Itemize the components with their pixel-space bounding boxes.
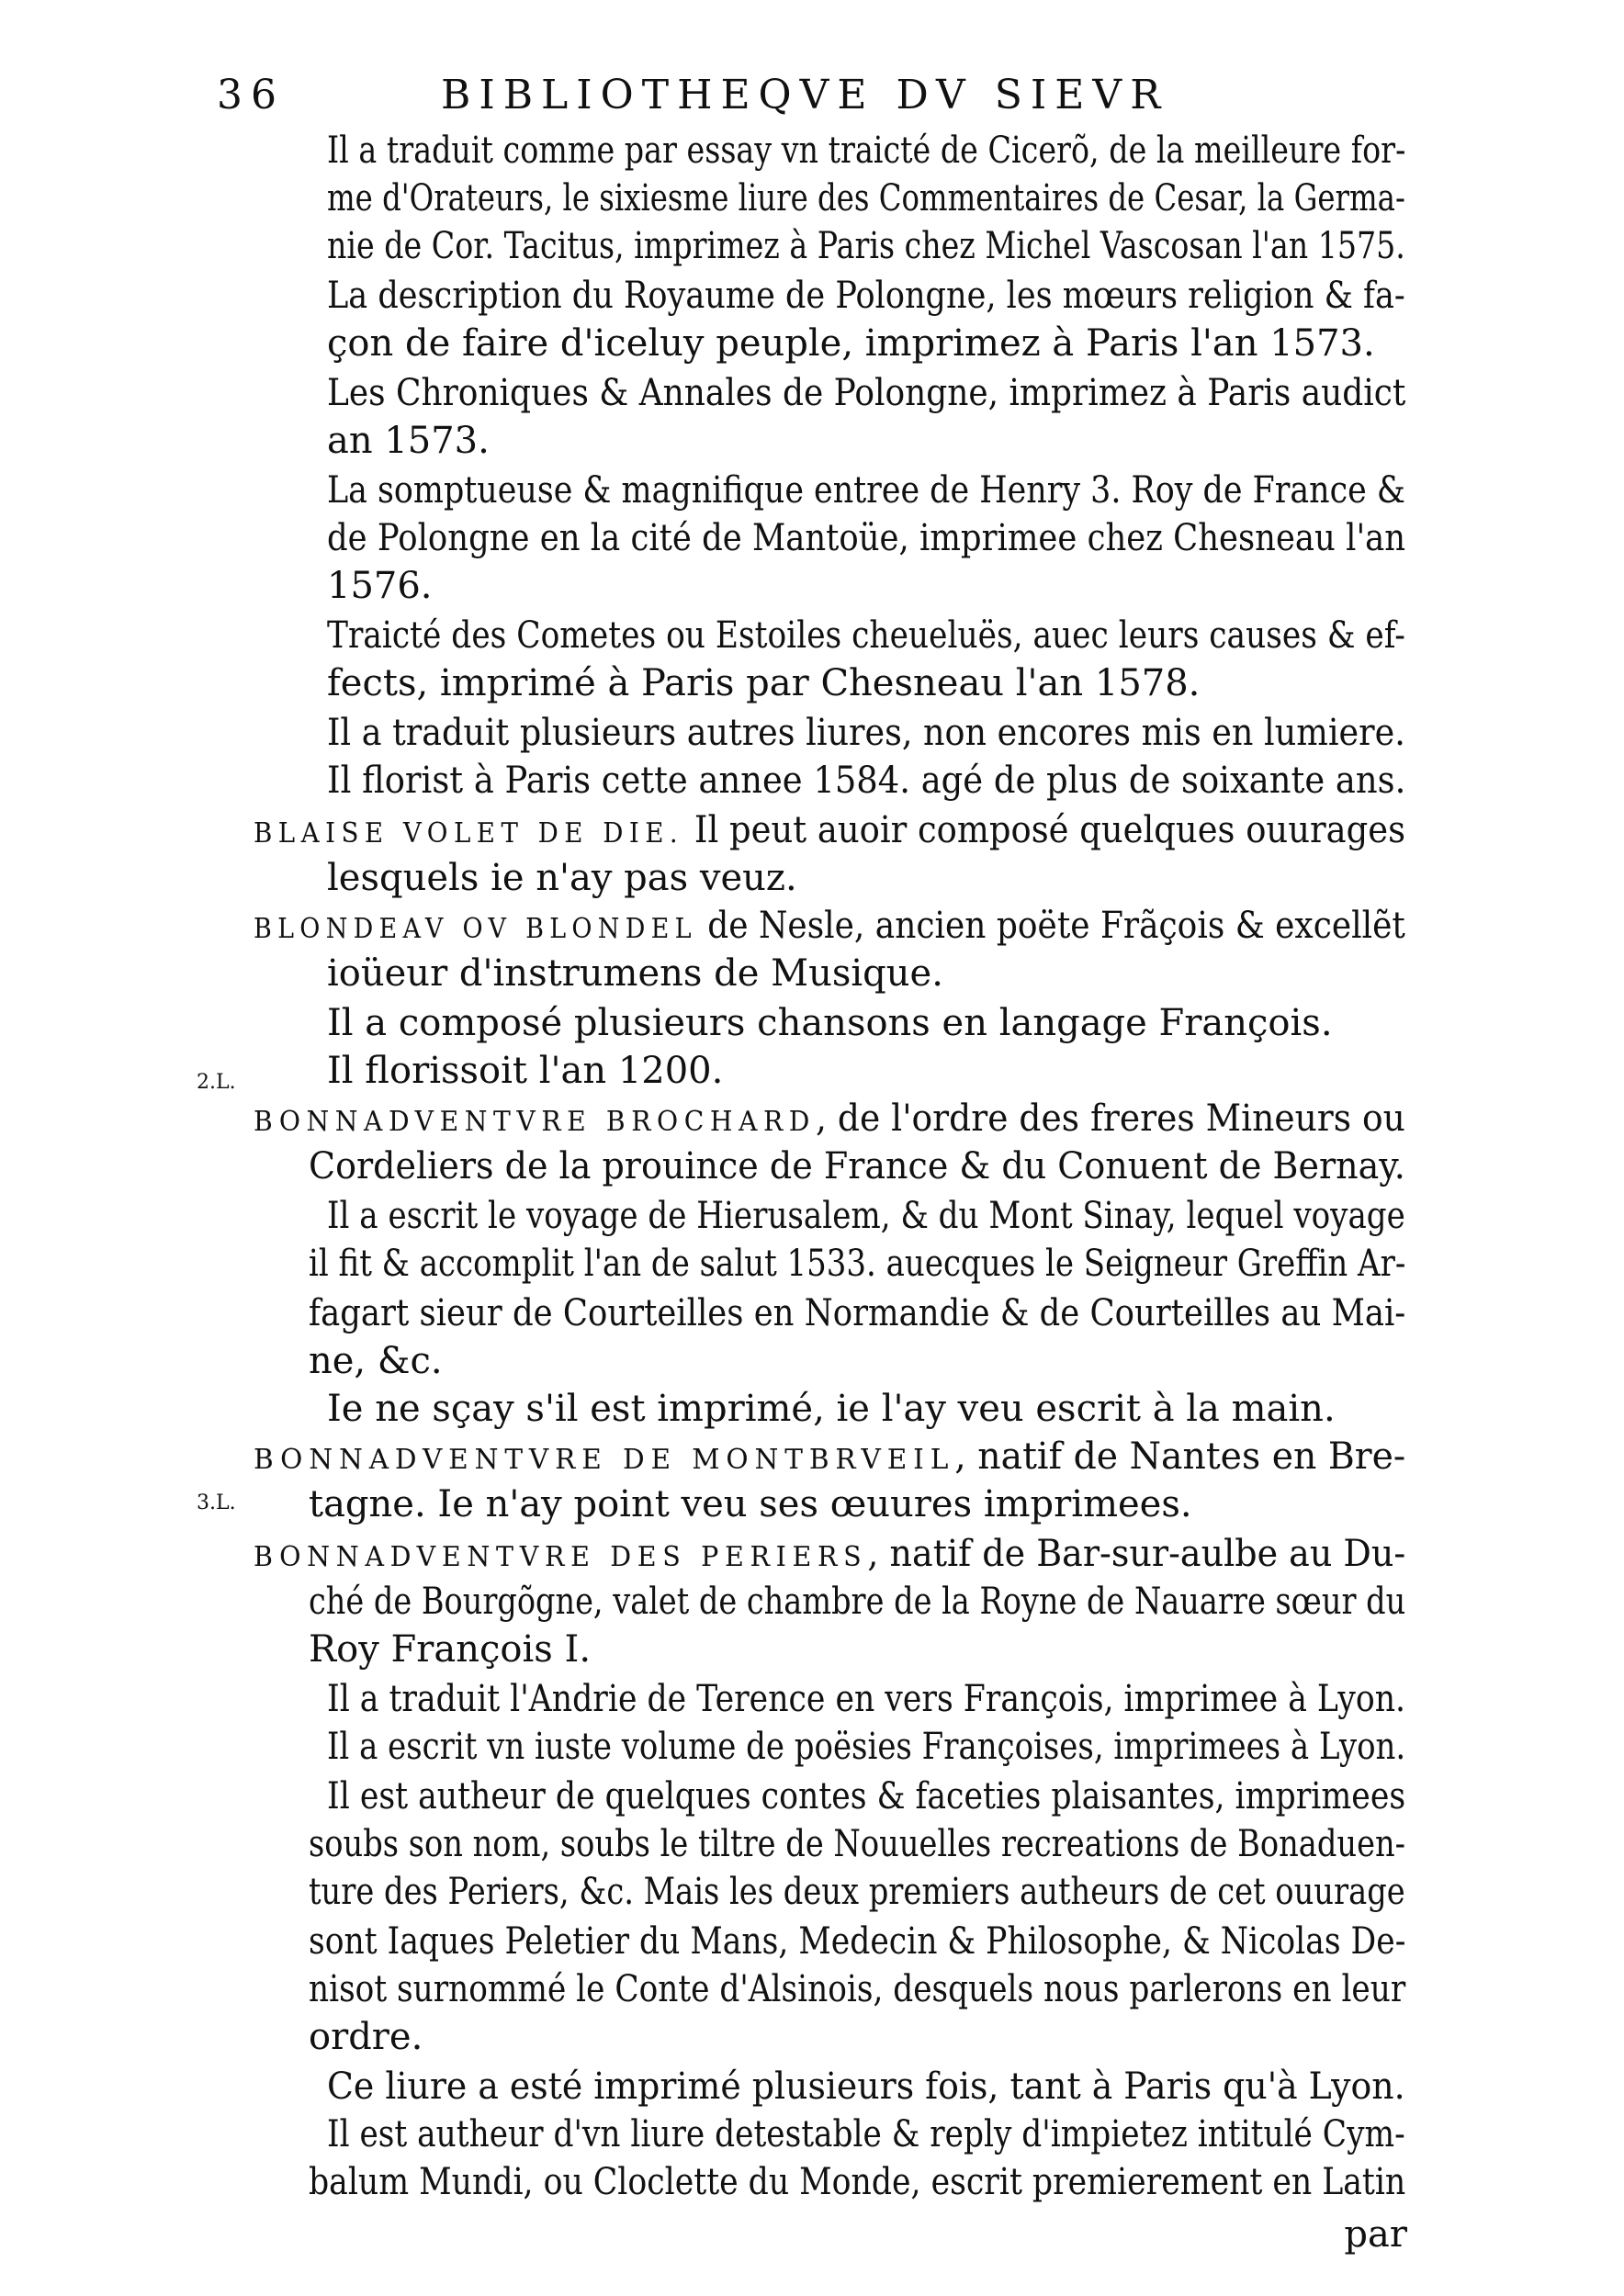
- text-line: de Polongne en la cité de Mantoüe, imprimee chez Chesneau l'an: [327, 517, 1406, 559]
- entry-line: [254, 1433, 1405, 1480]
- entry-line: [254, 902, 1405, 950]
- text-line: sont Iaques Peletier du Mans, Medecin & Philosophe, & Nicolas De-: [309, 1920, 1406, 1963]
- entry-text: , natif de Bar-sur-aulbe au Du-: [867, 1533, 1406, 1575]
- entry-text: , de l'ordre des freres Mineurs ou: [815, 1097, 1405, 1140]
- catchword: par: [1344, 2213, 1407, 2256]
- entry-text: , natif de Nantes en Bre-: [954, 1435, 1406, 1478]
- text-line: soubs son nom, soubs le tiltre de Nouuelles recreations de Bonaduen-: [309, 1823, 1406, 1865]
- entry-text: Il peut auoir composé quelques ouurages: [683, 809, 1406, 851]
- text-line: Il florist à Paris cette annee 1584. agé de plus de soixante ans.: [327, 760, 1406, 802]
- text-line: Roy François I.: [309, 1628, 592, 1671]
- text-line: nisot surnommé le Conte d'Alsinois, desquels nous parlerons en leur: [309, 1968, 1406, 2010]
- text-line: fagart sieur de Courteilles en Normandie & de Courteilles au Mai-: [309, 1292, 1406, 1334]
- text-line: Ce liure a esté imprimé plusieurs fois, tant à Paris qu'à Lyon.: [327, 2065, 1405, 2108]
- text-line: ture des Periers, &c. Mais les deux premiers autheurs de cet ouurage: [309, 1871, 1405, 1913]
- text-line: Il a composé plusieurs chansons en langage François.: [327, 1002, 1333, 1044]
- margin-note: 3.L.: [197, 1491, 236, 1514]
- entry-line: [254, 1095, 1405, 1142]
- entry-name: BLONDEAV OV BLONDEL: [254, 913, 697, 945]
- text-line: me d'Orateurs, le sixiesme liure des Commentaires de Cesar, la Germa-: [327, 177, 1405, 219]
- text-line: çon de faire d'iceluy peuple, imprimez à Paris l'an 1573.: [327, 322, 1375, 365]
- text-line: il fit & accomplit l'an de salut 1533. auecques le Seigneur Greffin Ar-: [309, 1243, 1406, 1285]
- running-title: BIBLIOTHEQVE DV SIEVR: [441, 72, 1169, 118]
- entry-name: BONNADVENTVRE DE MONTBRVEIL: [254, 1444, 955, 1476]
- text-line: an 1573.: [327, 420, 490, 462]
- text-line: Il florissoit l'an 1200.: [327, 1050, 724, 1092]
- page-number: 36: [217, 72, 285, 118]
- text-line: lesquels ie n'ay pas veuz.: [327, 857, 797, 899]
- entry-name: BONNADVENTVRE DES PERIERS: [254, 1541, 868, 1573]
- entry-line: [254, 1530, 1405, 1578]
- text-line: Il a traduit l'Andrie de Terence en vers François, imprimee à Lyon.: [327, 1678, 1406, 1720]
- text-line: Cordeliers de la prouince de France & du Conuent de Bernay.: [309, 1145, 1405, 1187]
- text-line: Il a traduit plusieurs autres liures, non encores mis en lumiere.: [327, 712, 1405, 754]
- text-line: Il a escrit vn iuste volume de poësies Françoises, imprimees à Lyon.: [327, 1726, 1406, 1768]
- text-line: ne, &c.: [309, 1340, 443, 1382]
- entry-name: BONNADVENTVRE BROCHARD: [254, 1106, 816, 1138]
- text-line: Les Chroniques & Annales de Polongne, imprimez à Paris audict: [327, 372, 1406, 414]
- entry-text: de Nesle, ancien poëte Frãçois & excellẽt: [696, 905, 1405, 947]
- text-line: ordre.: [309, 2016, 423, 2058]
- margin-note: 2.L.: [197, 1071, 236, 1094]
- text-line: Il a escrit le voyage de Hierusalem, & du Mont Sinay, lequel voyage: [327, 1195, 1405, 1237]
- text-line: tagne. Ie n'ay point veu ses œuures imprimees.: [309, 1483, 1192, 1525]
- text-line: Traicté des Cometes ou Estoiles cheueluës, auec leurs causes & ef-: [327, 614, 1405, 657]
- entry-line: [254, 806, 1405, 854]
- text-line: Il est autheur d'vn liure detestable & reply d'impietez intitulé Cym-: [327, 2113, 1405, 2155]
- entry-name: BLAISE VOLET DE DIE.: [254, 817, 684, 850]
- text-line: La somptueuse & magnifique entree de Henry 3. Roy de France &: [327, 469, 1405, 512]
- text-line: Ie ne sçay s'il est imprimé, ie l'ay veu escrit à la main.: [327, 1388, 1336, 1430]
- text-line: fects, imprimé à Paris par Chesneau l'an 1578.: [327, 662, 1201, 704]
- text-line: La description du Royaume de Polongne, les mœurs religion & fa-: [327, 275, 1405, 317]
- text-line: Il est autheur de quelques contes & faceties plaisantes, imprimees: [327, 1775, 1406, 1818]
- text-line: 1576.: [327, 565, 433, 607]
- text-line: nie de Cor. Tacitus, imprimez à Paris chez Michel Vascosan l'an 1575.: [327, 225, 1405, 267]
- text-line: Il a traduit comme par essay vn traicté de Cicerõ, de la meilleure for-: [327, 129, 1406, 172]
- text-line: ioüeur d'instrumens de Musique.: [327, 952, 943, 995]
- text-line: balum Mundi, ou Cloclette du Monde, escrit premierement en Latin: [309, 2161, 1406, 2203]
- text-line: ché de Bourgõgne, valet de chambre de la Royne de Nauarre sœur du: [309, 1581, 1406, 1623]
